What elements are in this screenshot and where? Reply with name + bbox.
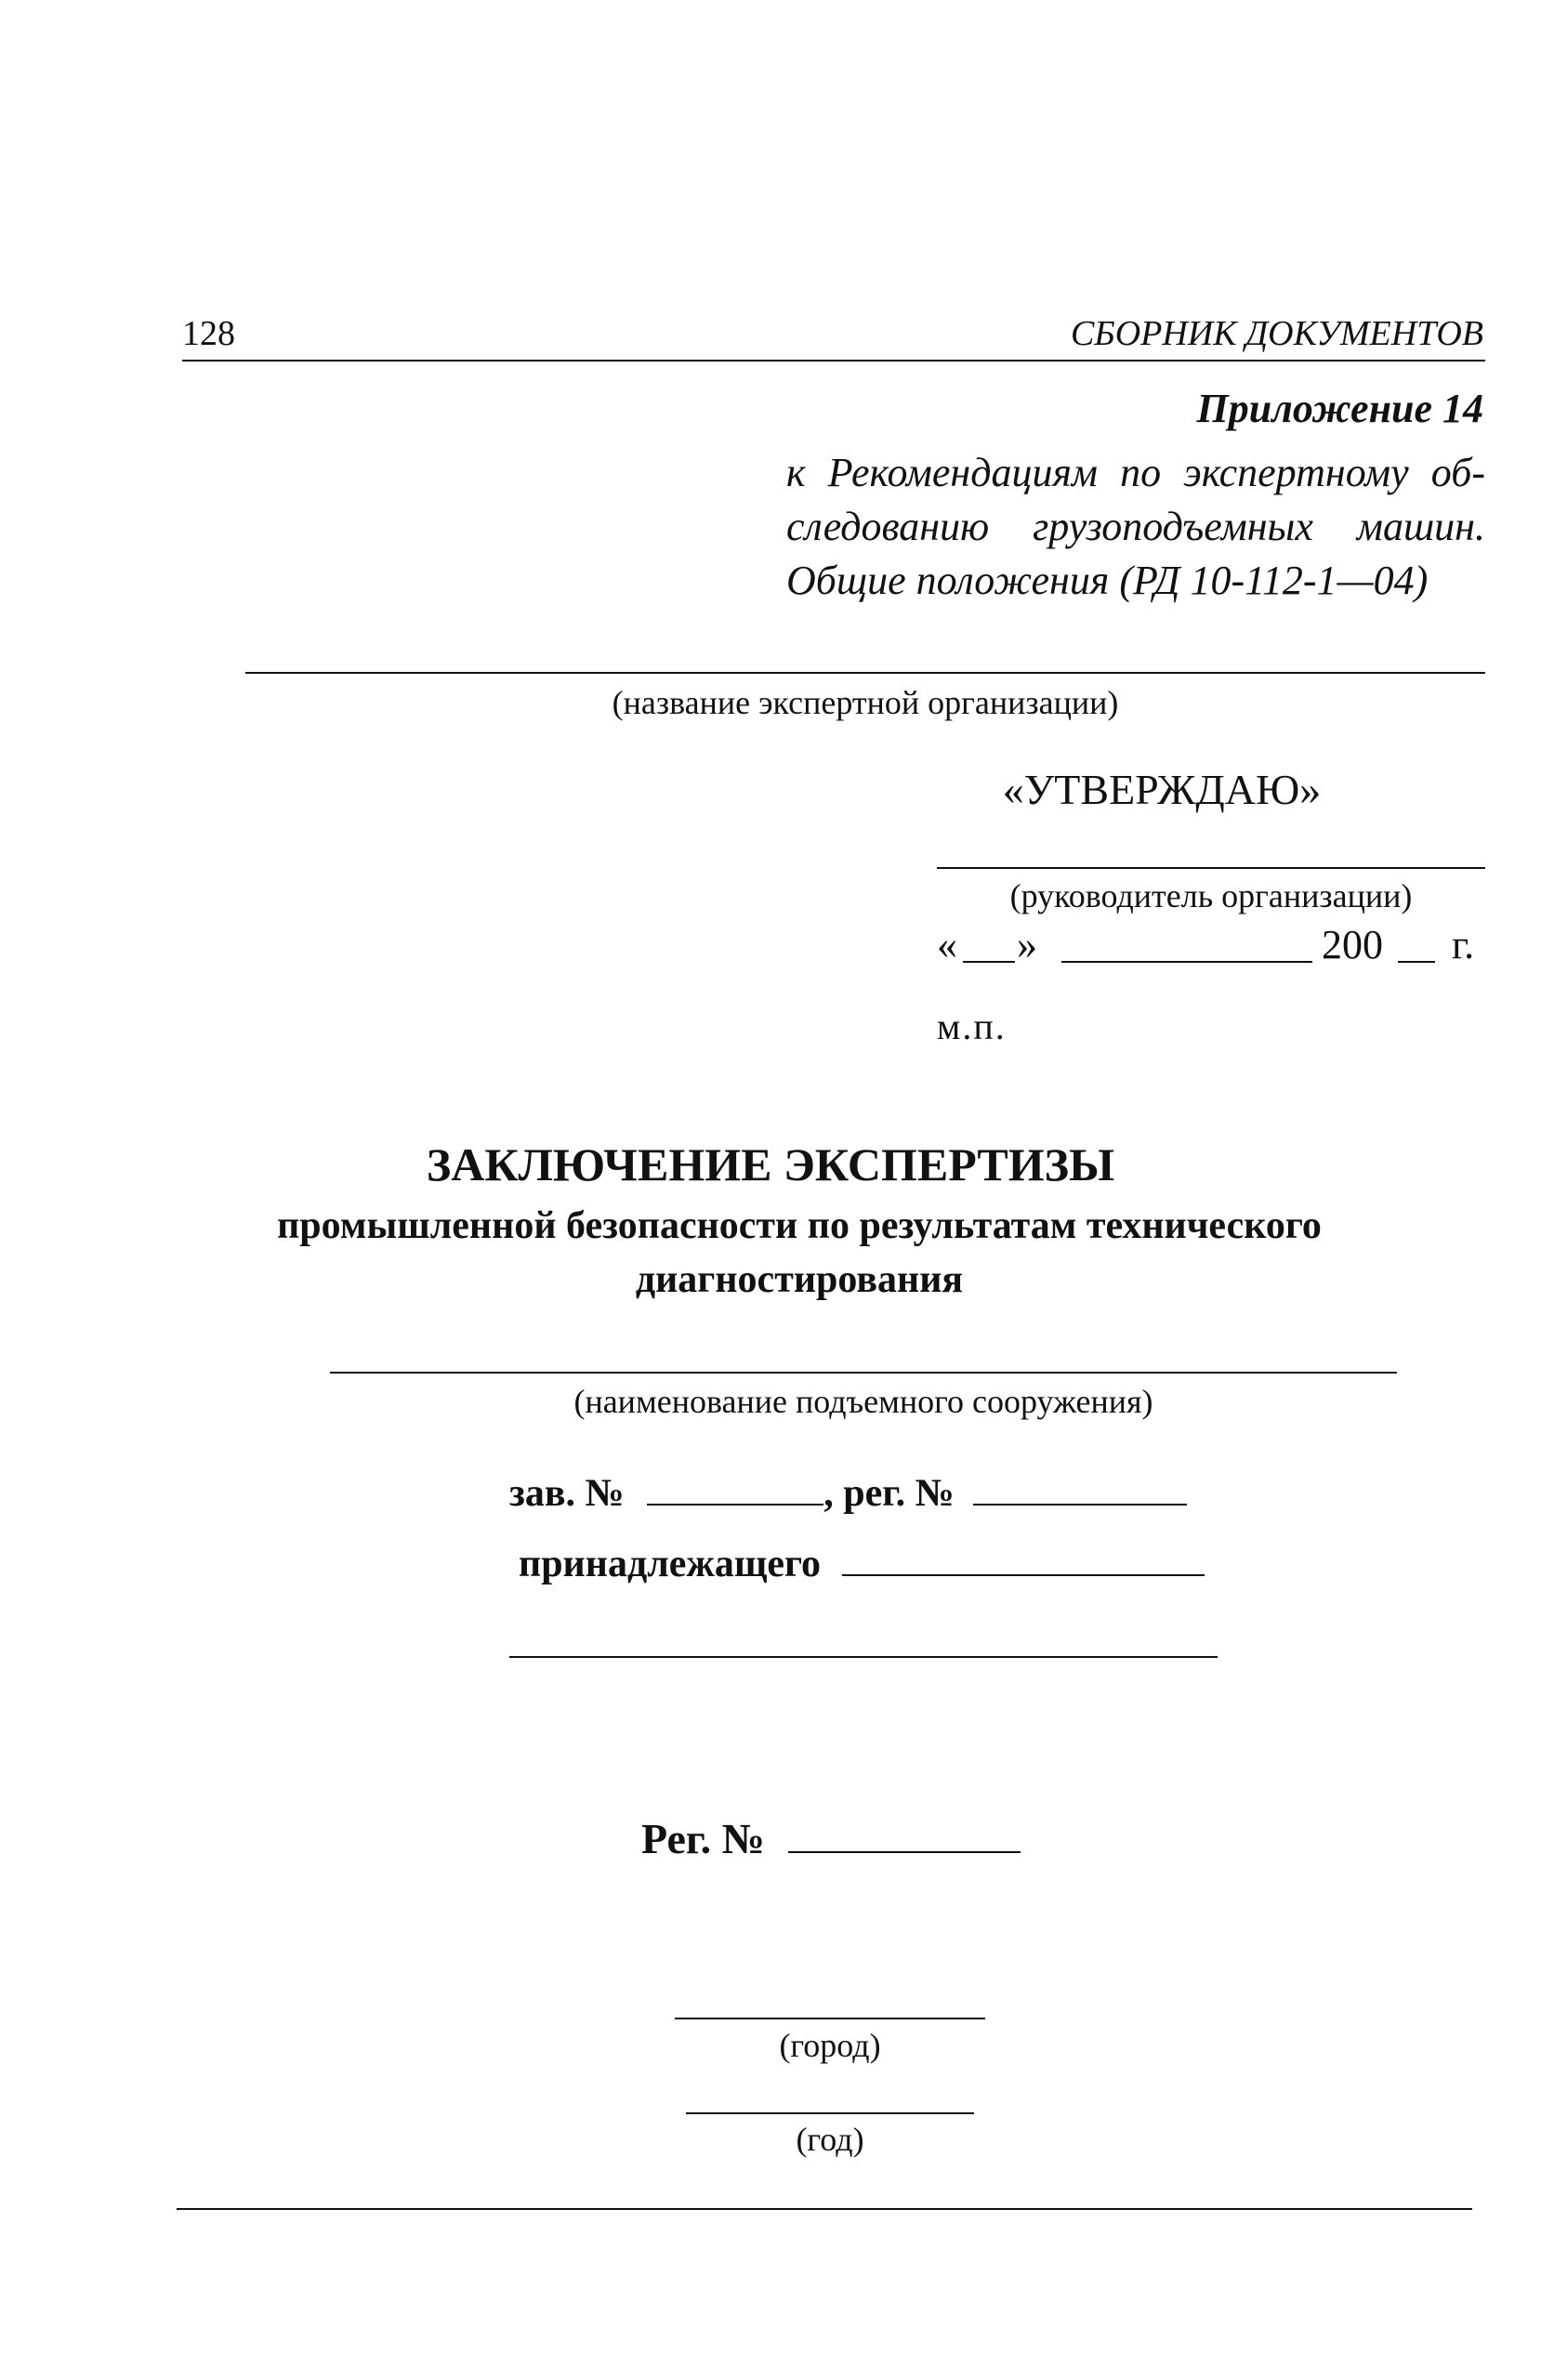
reg-number-inline-blank <box>973 1466 1187 1506</box>
approval-title: «УТВЕРЖДАЮ» <box>1002 766 1322 813</box>
crane-caption: (наименование подъемного сооружения) <box>573 1383 1153 1420</box>
date-year-suffix: г. <box>1452 922 1475 967</box>
document-subtitle-line-1: промышленной безопасности по результатам технического <box>277 1204 1322 1247</box>
appendix-reference <box>786 446 1485 608</box>
document-subtitle-line-2: диагностирования <box>635 1258 964 1301</box>
registration-label: Рег. № <box>641 1815 765 1862</box>
approval-date-row <box>937 920 1485 970</box>
head-signature-line <box>937 867 1485 869</box>
date-close-quote: » <box>1017 922 1037 967</box>
appendix-reference-line-1: к Рекомендациям по экспертному об- <box>786 450 1485 495</box>
document-subtitle <box>186 1199 1413 1307</box>
date-open-quote: « <box>937 922 957 967</box>
crane-name-line <box>330 1372 1397 1374</box>
appendix-title: Приложение 14 <box>1196 386 1483 431</box>
date-year-blank <box>1398 924 1435 963</box>
year-line <box>686 2112 974 2114</box>
serial-number-blank <box>647 1466 823 1506</box>
owner-blank <box>842 1537 1205 1576</box>
running-title: СБОРНИК ДОКУМЕНТОВ <box>1070 314 1483 353</box>
organization-name-line <box>245 672 1485 674</box>
city-line <box>675 2018 985 2019</box>
organization-caption: (название экспертной организации) <box>612 684 1119 721</box>
date-day-blank <box>963 924 1015 963</box>
serial-number-label: зав. № <box>509 1472 625 1515</box>
reg-number-inline-label: , рег. № <box>823 1472 955 1515</box>
owner-continuation-line <box>509 1656 1218 1658</box>
registration-blank <box>788 1814 1021 1853</box>
page-number: 128 <box>182 314 235 353</box>
appendix-reference-line-3: Общие положения (РД 10-112-1—04) <box>786 558 1429 603</box>
owner-row <box>519 1537 1205 1589</box>
date-year-prefix: 200 <box>1322 922 1383 967</box>
city-caption: (город) <box>779 2027 881 2064</box>
appendix-reference-line-2: следованию грузоподъемных машин. <box>786 504 1485 549</box>
document-title: ЗАКЛЮЧЕНИЕ ЭКСПЕРТИЗЫ <box>426 1138 1115 1190</box>
date-month-blank <box>1061 924 1312 963</box>
serial-reg-row <box>509 1466 1187 1519</box>
owner-label: принадлежащего <box>519 1543 821 1585</box>
stamp-place-label: м.п. <box>937 1006 1007 1047</box>
header-rule <box>182 360 1485 362</box>
registration-row <box>641 1814 1021 1864</box>
bottom-rule <box>177 2208 1472 2210</box>
head-caption: (руководитель организации) <box>1009 877 1413 914</box>
year-caption: (год) <box>796 2121 864 2158</box>
